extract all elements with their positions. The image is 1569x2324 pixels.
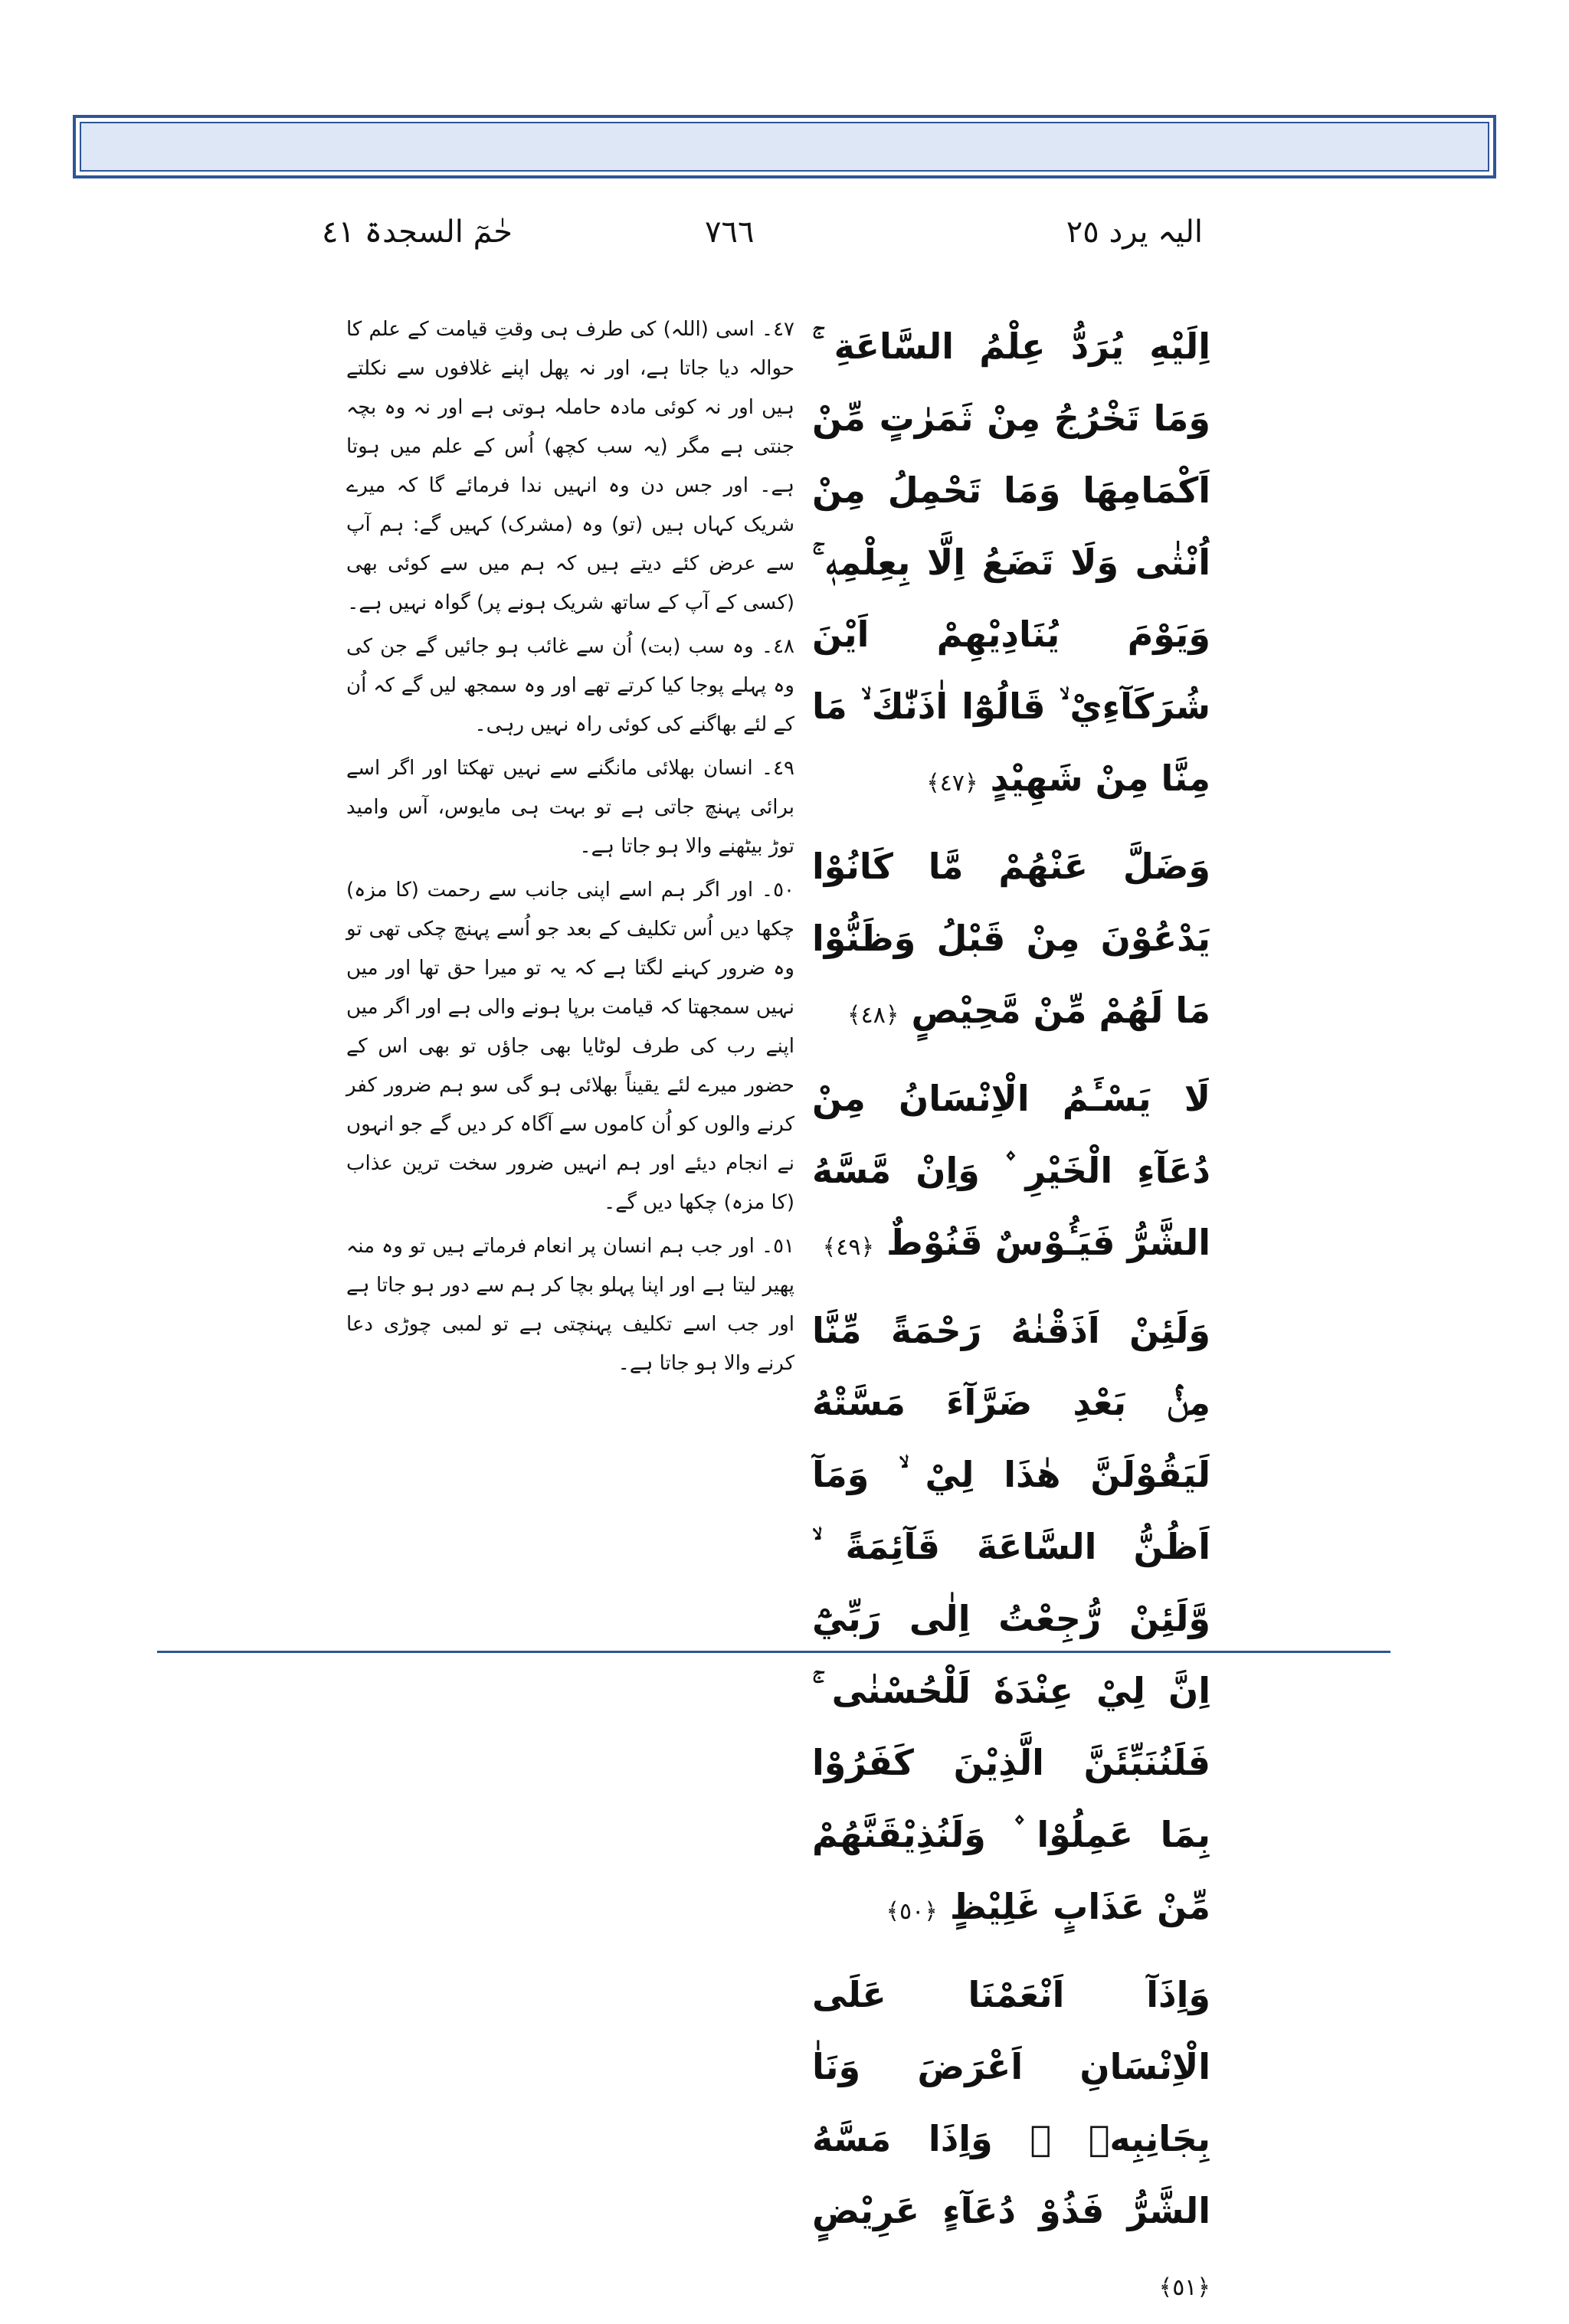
ayah-number-marker: ﴿٤٩﴾ (822, 1234, 875, 1261)
arabic-verse-text: لَا يَسْـَٔمُ الْاِنْسَانُ مِنْ دُعَآءِ الْخَيْرِ ۫ وَاِنْ مَّسَّهُ الشَّرُّ فَيَـُٔوْسٌ قَنُوْطٌ (812, 1078, 1210, 1263)
arabic-verse-text: اِلَيْهِ يُرَدُّ عِلْمُ السَّاعَةِ ۚ وَمَا تَخْرُجُ مِنْ ثَمَرٰتٍ مِّنْ اَكْمَامِهَا وَمَا تَحْمِلُ مِنْ اُنْثٰى وَلَا تَضَعُ اِلَّا بِعِلْمِهٖ ۚ وَيَوْمَ يُنَادِيْهِمْ اَيْنَ شُرَكَآءِيْ ۙ قَالُوْٓا اٰذَنّٰكَ ۙ مَا مِنَّا مِنْ شَهِيْدٍ (812, 326, 1210, 799)
arabic-verse-text: وَلَئِنْ اَذَقْنٰهُ رَحْمَةً مِّنَّا مِنْۢ بَعْدِ ضَرَّآءَ مَسَّتْهُ لَيَقُوْلَنَّ هٰذَا لِيْ ۙ وَمَآ اَظُنُّ السَّاعَةَ قَآئِمَةً ۙ وَّلَئِنْ رُّجِعْتُ اِلٰى رَبِّيْٓ اِنَّ لِيْ عِنْدَهٗ لَلْحُسْنٰى ۚ فَلَنُنَبِّئَنَّ الَّذِيْنَ كَفَرُوْا بِمَا عَمِلُوْا ۫ وَلَنُذِيْقَنَّهُمْ مِّنْ عَذَابٍ غَلِيْظٍ (812, 1310, 1210, 1927)
arabic-verse-text: وَضَلَّ عَنْهُمْ مَّا كَانُوْا يَدْعُوْنَ مِنْ قَبْلُ وَظَنُّوْا مَا لَهُمْ مِّنْ مَّحِيْصٍ (812, 846, 1210, 1031)
ayah-number-marker: ﴿٤٨﴾ (847, 1002, 899, 1029)
ayah-number-marker: ﴿٥١﴾ (1158, 2274, 1210, 2301)
urdu-translation-paragraph: ٥٠۔ اور اگر ہم اسے اپنی جانب سے رحمت (کا مزہ) چکھا دیں اُس تکلیف کے بعد جو اُسے پہنچ چکی تھی تو وہ ضرور کہنے لگتا ہے کہ یہ تو میرا حق تھا اور میں نہیں سمجھتا کہ قیامت برپا ہونے والی ہے اور اگر میں اپنے رب کی طرف لوٹایا بھی جاؤں تو بھی اس کے حضور میرے لئے یقیناً بھلائی ہو گی سو ہم ضرور کفر کرنے والوں کو اُن کاموں سے آگاہ کر دیں گے جو انہوں نے انجام دیئے اور ہم انہیں ضرور سخت ترین عذاب (کا مزہ) چکھا دیں گے۔ (346, 879, 794, 1214)
top-banner (73, 115, 1496, 178)
urdu-translation-paragraph: ٤٩۔ انسان بھلائی مانگنے سے نہیں تھکتا اور اگر اسے برائی پہنچ جاتی ہے تو بہت ہی مایوس، آس وامید توڑ بیٹھنے والا ہو جاتا ہے۔ (346, 757, 794, 858)
arabic-verse-text: وَاِذَآ اَنْعَمْنَا عَلَى الْاِنْسَانِ اَعْرَضَ وَنَاٰ بِجَانِبِهٖ ۚ وَاِذَا مَسَّهُ الشَّرُّ فَذُوْ دُعَآءٍ عَرِيْضٍ (812, 1974, 1210, 2231)
arabic-verse (812, 830, 1210, 1052)
urdu-translation-paragraph: ٤٧۔ اسی (اللہ) کی طرف ہی وقتِ قیامت کے علم کا حوالہ دیا جاتا ہے، اور نہ پھل اپنے غلافوں سے نکلتے ہیں اور نہ کوئی مادہ حاملہ ہوتی ہے اور نہ وہ بچہ جنتی ہے مگر (یہ سب کچھ) اُس کے علم میں ہوتا ہے۔ اور جس دن وہ انہیں ندا فرمائے گا کہ میرے شریک کہاں ہیں (تو) وہ (مشرک) کہیں گے: ہم آپ سے عرض کئے دیتے ہیں کہ ہم میں سے کوئی بھی (کسی کے آپ کے ساتھ شریک ہونے پر) گواہ نہیں ہے۔ (346, 318, 794, 614)
page-header (322, 214, 1203, 283)
urdu-translation-column (346, 310, 794, 1612)
arabic-verse (812, 1062, 1210, 1284)
urdu-translation-paragraph: ٥١۔ اور جب ہم انسان پر انعام فرماتے ہیں تو وہ منہ پھیر لیتا ہے اور اپنا پہلو بچا کر ہم سے دور ہو جاتا ہے اور جب اسے تکلیف پہنچتی ہے تو لمبی چوڑی دعا کرنے والا ہو جاتا ہے۔ (346, 1235, 794, 1375)
urdu-translation-paragraph: ٤٨۔ وہ سب (بت) اُن سے غائب ہو جائیں گے جن کی وہ پہلے پوجا کیا کرتے تھے اور وہ سمجھ لیں گے کہ اُن کے لئے بھاگنے کی کوئی راہ نہیں رہی۔ (346, 635, 794, 736)
top-banner-fill (80, 122, 1489, 172)
arabic-text-column (812, 310, 1210, 2301)
bottom-divider-line (157, 1651, 1390, 1653)
arabic-verse (812, 310, 1210, 820)
ayah-number-marker: ﴿٤٧﴾ (926, 770, 978, 797)
juz-title: الیہ یرد ٢٥ (1066, 214, 1203, 250)
arabic-verse (812, 1295, 1210, 1948)
arabic-verse (812, 1959, 1210, 2324)
ayah-number-marker: ﴿٥٠﴾ (886, 1898, 938, 1925)
surah-title: حٰمٓ السجدۃ ٤١ (322, 214, 513, 250)
page-number: ٧٦٦ (705, 214, 755, 250)
